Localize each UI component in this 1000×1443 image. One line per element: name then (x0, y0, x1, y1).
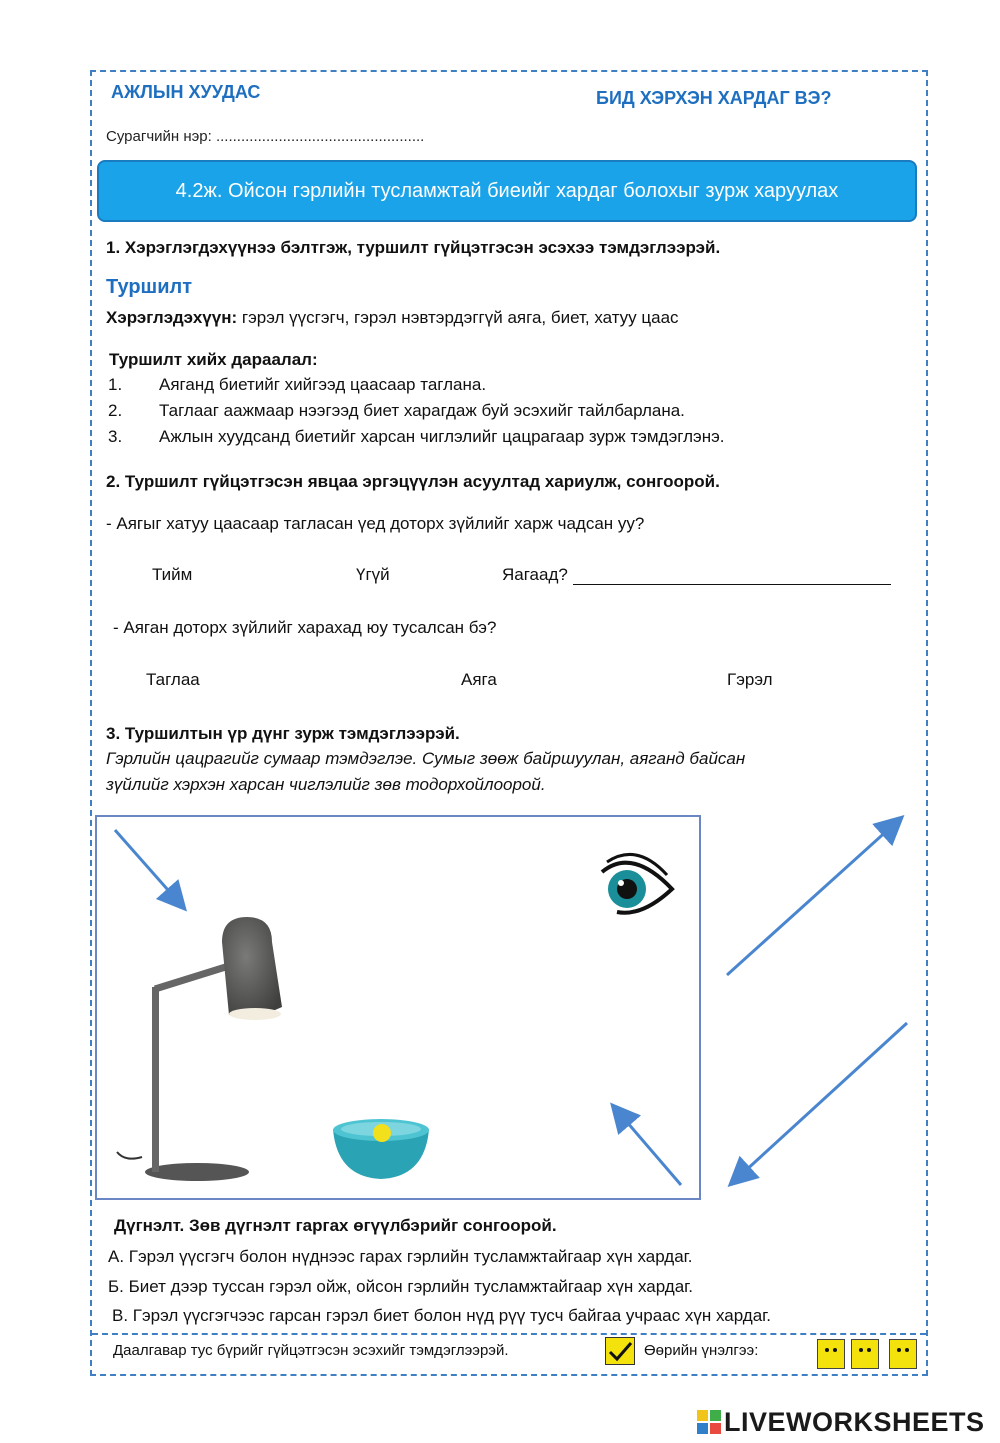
question-1: - Аягыг хатуу цаасаар тагласан үед доторх зүйлийг харж чадсан уу? (106, 514, 645, 533)
materials-label: Хэрэглэдэхүүн: (106, 308, 238, 327)
list-item (108, 375, 888, 401)
task3-instruction-2: зүйлийг хэрхэн харсан чиглэлийг зөв тодорхойлоорой. (106, 775, 546, 794)
question-2: - Аяган доторх зүйлийг харахад юу тусалсан бэ? (113, 618, 497, 637)
materials-text: гэрэл үүсгэгч, гэрэл нэвтэрдэггүй аяга, биет, хатуу цаас (237, 308, 679, 327)
self-eval-label: Өөрийн үнэлгээ: (644, 1342, 759, 1359)
why-label: Яагаад? (502, 565, 568, 584)
loose-arrows (710, 805, 920, 1205)
eye-icon (602, 854, 672, 912)
materials-line (106, 308, 679, 328)
option-lid[interactable]: Таглаа (146, 670, 200, 689)
option-light[interactable]: Гэрэл (727, 670, 773, 689)
smile-rating-2-icon[interactable] (851, 1339, 879, 1369)
bowl-icon (333, 1119, 429, 1179)
arrow-1[interactable] (115, 830, 183, 907)
conclusion-title: Дүгнэлт. Зөв дүгнэлт гаргах өгүүлбэрийг сонгоорой. (114, 1216, 557, 1235)
site-logo: LIVEWORKSHEETS (724, 1407, 985, 1437)
task1-title: 1. Хэрэглэгдэхүүнээ бэлтгэж, туршилт гүйцэтгэсэн эсэхээ тэмдэглээрэй. (106, 238, 721, 257)
diagram-canvas (97, 817, 703, 1202)
steps-list (108, 375, 888, 453)
step-number: 3. (108, 427, 123, 446)
arrow-3[interactable] (727, 819, 900, 975)
student-name-label: Сурагчийн нэр: .................................................. (106, 128, 425, 145)
lamp-icon (117, 917, 282, 1181)
step-number: 2. (108, 401, 123, 420)
checkmark-icon[interactable] (605, 1337, 635, 1365)
conclusion-option-a[interactable]: А. Гэрэл үүсгэгч болон нүднээс гарах гэрлийн тусламжтайгаар хүн хардаг. (108, 1247, 693, 1266)
option-no[interactable]: Үгүй (356, 565, 390, 584)
arrow-2[interactable] (614, 1107, 681, 1185)
step-text: Аяганд биетийг хийгээд цаасаар таглана. (159, 375, 487, 394)
option-bowl[interactable]: Аяга (461, 670, 497, 689)
task3-title: 3. Туршилтын үр дүнг зурж тэмдэглээрэй. (106, 724, 460, 743)
section-title: Туршилт (106, 276, 192, 298)
logo-mark-icon (697, 1410, 721, 1434)
why-answer-line[interactable] (573, 566, 891, 585)
conclusion-option-b[interactable]: Б. Биет дээр туссан гэрэл ойж, ойсон гэрлийн тусламжтайгаар хүн хардаг. (108, 1277, 694, 1296)
worksheet-topic: БИД ХЭРХЭН ХАРДАГ ВЭ? (596, 88, 832, 108)
smile-rating-3-icon[interactable] (889, 1339, 917, 1369)
completion-text: Даалгавар тус бүрийг гүйцэтгэсэн эсэхийг тэмдэглээрэй. (113, 1342, 509, 1359)
step-text: Ажлын хуудсанд биетийг харсан чиглэлийг цацрагаар зурж тэмдэглэнэ. (159, 427, 725, 446)
drawing-area[interactable] (95, 815, 701, 1200)
conclusion-option-c[interactable]: В. Гэрэл үүсгэгчээс гарсан гэрэл биет болон нүд рүү тусч байгаа учраас хүн хардаг. (112, 1306, 772, 1325)
option-yes[interactable]: Тийм (152, 565, 193, 584)
task2-title: 2. Туршилт гүйцэтгэсэн явцаа эргэцүүлэн асуултад хариулж, сонгоорой. (106, 472, 720, 491)
objective-text: 4.2ж. Ойсон гэрлийн тусламжтай биеийг хардаг болохыг зурж харуулах (175, 179, 839, 202)
smile-rating-1-icon[interactable] (817, 1339, 845, 1369)
list-item (108, 401, 888, 427)
objective-banner (97, 160, 917, 222)
task3-instruction-1: Гэрлийн цацрагийг сумаар тэмдэглэе. Сумыг зөөж байршуулан, аяганд байсан (106, 749, 746, 768)
step-text: Таглааг аажмаар нээгээд биет харагдаж буй эсэхийг тайлбарлана. (159, 401, 685, 420)
arrow-4[interactable] (732, 1023, 907, 1183)
list-item (108, 427, 888, 453)
worksheet-title: АЖЛЫН ХУУДАС (111, 82, 261, 102)
sequence-title: Туршилт хийх дараалал: (109, 350, 318, 369)
step-number: 1. (108, 375, 123, 394)
why-field[interactable] (502, 565, 891, 585)
